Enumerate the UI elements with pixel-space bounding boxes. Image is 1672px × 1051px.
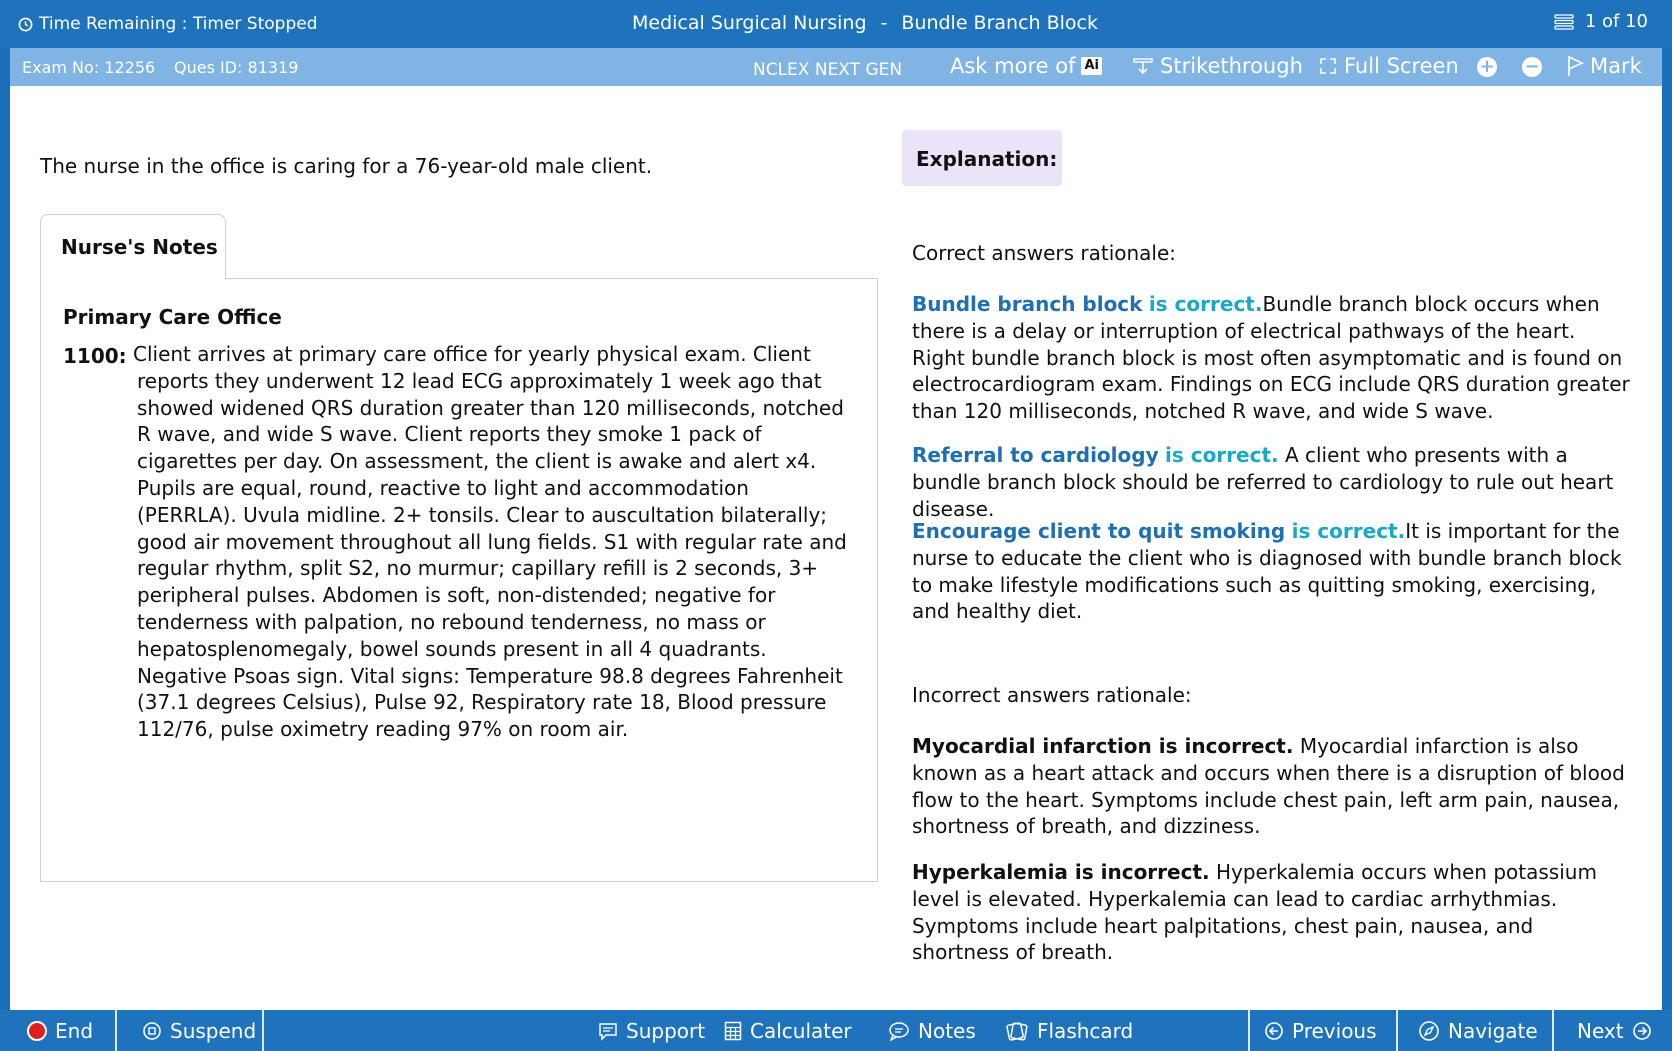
compass-icon <box>1418 1020 1440 1042</box>
note-text: Client arrives at primary care office for yearly physical exam. Client reports they underwent 12 lead ECG approximately 1 week ago that showed widened QRS duration greater than 120 milliseconds, notched R wave, and wide S wave. Client reports they smoke 1 pack of cigarettes per day. On assessment, the client is awake and alert x4. Pupils are equal, round, reactive to light and accommodation (PERRLA). Uvula midline. 2+ tonsils. Clear to auscultation bilaterally; good air movement throughout all lung fields. S1 with regular rate and regular rhythm, split S2, no murmur; capillary refill is 2 seconds, 3+ peripheral pulses. Abdomen is soft, non-distended; negative for tenderness with palpation, no rebound tenderness, no mass or hepatosplenomegaly, bowel sounds present in all 4 quadrants. Negative Psoas sign. Vital signs: Temperature 98.8 degrees Fahrenheit (37.1 degrees Celsius), Pulse 92, Respiratory rate 18, Blood pressure 112/76, pulse oximetry reading 97% on room air. <box>133 342 847 742</box>
zoom-in-button[interactable] <box>1477 57 1497 77</box>
next-button[interactable] <box>1577 1010 1652 1051</box>
strikethrough-button[interactable] <box>1132 54 1303 78</box>
mark-button[interactable] <box>1566 54 1642 78</box>
incorrect-answer: Hyperkalemia is incorrect. <box>912 860 1210 884</box>
divider <box>1396 1010 1398 1051</box>
zoom-out-button[interactable] <box>1522 57 1542 77</box>
flag-icon <box>1566 55 1584 77</box>
correct-answer: Encourage client to quit smoking <box>912 519 1286 543</box>
verdict-correct: is correct. <box>1164 443 1279 467</box>
suspend-button[interactable] <box>142 1010 256 1051</box>
nurses-notes-panel <box>40 278 878 882</box>
divider <box>115 1010 117 1051</box>
question-id: Ques ID: 81319 <box>174 58 299 77</box>
flashcard-label: Flashcard <box>1037 1018 1134 1043</box>
exam-number: Exam No: 12256 <box>22 58 156 77</box>
exam-type: NCLEX NEXT GEN <box>753 60 903 80</box>
ask-ai-button[interactable] <box>950 54 1102 78</box>
explanation-badge <box>902 130 1062 186</box>
support-label: Support <box>626 1018 706 1043</box>
pause-icon <box>142 1021 162 1041</box>
divider <box>1552 1010 1554 1051</box>
divider <box>262 1010 264 1051</box>
tab-nurses-notes[interactable] <box>40 214 226 279</box>
rationale-item <box>912 442 1634 522</box>
rationale-text: Hyperkalemia occurs when potassium level is elevated. Hyperkalemia can lead to cardiac arrhythmias. Symptoms include heart palpitations, chest pain, nausea, and shortness of breath. <box>912 860 1597 965</box>
title-separator: - <box>880 12 888 34</box>
verdict-correct: is correct. <box>1291 519 1406 543</box>
topic-title: Bundle Branch Block <box>901 12 1099 34</box>
timer <box>18 14 318 34</box>
minus-icon: − <box>1522 57 1542 77</box>
exam-title <box>632 12 1098 34</box>
plus-icon: + <box>1477 57 1497 77</box>
calculator-icon <box>724 1021 742 1041</box>
rationale-item <box>912 291 1634 425</box>
ai-icon: Ai <box>1081 57 1102 75</box>
timer-text: Time Remaining : Timer Stopped <box>39 14 318 34</box>
question-list-icon <box>1553 14 1575 30</box>
navigate-button[interactable] <box>1418 1010 1538 1051</box>
verdict-correct: is correct. <box>1148 292 1263 316</box>
notes-heading: Primary Care Office <box>63 305 282 329</box>
rationale-item <box>912 733 1634 840</box>
arrow-right-circle-icon <box>1632 1021 1652 1041</box>
sub-bar <box>10 48 1662 86</box>
incorrect-answer: Myocardial infarction is incorrect. <box>912 734 1294 758</box>
end-label: End <box>55 1018 94 1043</box>
next-label: Next <box>1577 1018 1624 1043</box>
flashcard-button[interactable] <box>1005 1010 1133 1051</box>
rationale-text: It is important for the nurse to educate the client who is diagnosed with bundle branch block to make lifestyle modifications such as quitting smoking, exercising, and healthy diet. <box>912 519 1622 624</box>
mark-label: Mark <box>1590 54 1642 78</box>
full-screen-label: Full Screen <box>1344 54 1459 78</box>
navigate-label: Navigate <box>1448 1018 1538 1043</box>
question-count: 1 of 10 <box>1584 11 1648 32</box>
full-screen-icon <box>1318 56 1338 76</box>
full-screen-button[interactable] <box>1318 54 1459 78</box>
previous-button[interactable] <box>1264 1010 1377 1051</box>
rationale-text: Bundle branch block occurs when there is a delay or interruption of electrical pathways of the heart. Right bundle branch block is most often asymptomatic and is found on electrocardiogram exam. Findings on ECG include QRS duration greater than 120 milliseconds, notched R wave, and wide S wave. <box>912 292 1630 424</box>
stop-icon <box>27 1021 47 1041</box>
ask-ai-label: Ask more of <box>950 54 1076 78</box>
explanation-label: Explanation: <box>916 147 1058 171</box>
top-bar <box>0 0 1672 48</box>
rationale-item <box>912 859 1634 966</box>
subject-title: Medical Surgical Nursing <box>632 12 867 34</box>
note-time: 1100: <box>63 344 127 368</box>
rationale-item <box>912 518 1634 625</box>
arrow-left-circle-icon <box>1264 1021 1284 1041</box>
divider <box>1248 1010 1250 1051</box>
notes-button[interactable] <box>888 1010 976 1051</box>
main-content <box>10 86 1662 1010</box>
chat-icon <box>888 1021 910 1041</box>
rationale-text: A client who presents with a bundle branch block should be referred to cardiology to rule out heart disease. <box>912 443 1614 521</box>
flashcard-icon <box>1005 1021 1029 1041</box>
strikethrough-icon <box>1132 56 1154 76</box>
suspend-label: Suspend <box>170 1018 257 1043</box>
incorrect-rationale-heading: Incorrect answers rationale: <box>912 683 1192 707</box>
rationale-text: Myocardial infarction is also known as a heart attack and occurs when there is a disruption of blood flow to the heart. Symptoms include chest pain, left arm pain, nausea, shortness of breath, and dizziness. <box>912 734 1625 839</box>
correct-rationale-heading: Correct answers rationale: <box>912 241 1177 265</box>
support-icon <box>598 1021 618 1041</box>
notes-label: Notes <box>918 1018 976 1043</box>
previous-label: Previous <box>1292 1018 1377 1043</box>
tab-label: Nurse's Notes <box>61 235 218 259</box>
end-button[interactable] <box>27 1010 93 1051</box>
correct-answer: Referral to cardiology <box>912 443 1159 467</box>
calculator-button[interactable] <box>724 1010 852 1051</box>
support-button[interactable] <box>598 1010 705 1051</box>
bottom-bar <box>0 1010 1672 1051</box>
clock-icon <box>18 17 33 32</box>
question-stem: The nurse in the office is caring for a 76-year-old male client. <box>40 154 653 178</box>
correct-answer: Bundle branch block <box>912 292 1143 316</box>
calculator-label: Calculater <box>750 1018 852 1043</box>
strikethrough-label: Strikethrough <box>1160 54 1303 78</box>
question-counter[interactable] <box>1553 11 1648 32</box>
